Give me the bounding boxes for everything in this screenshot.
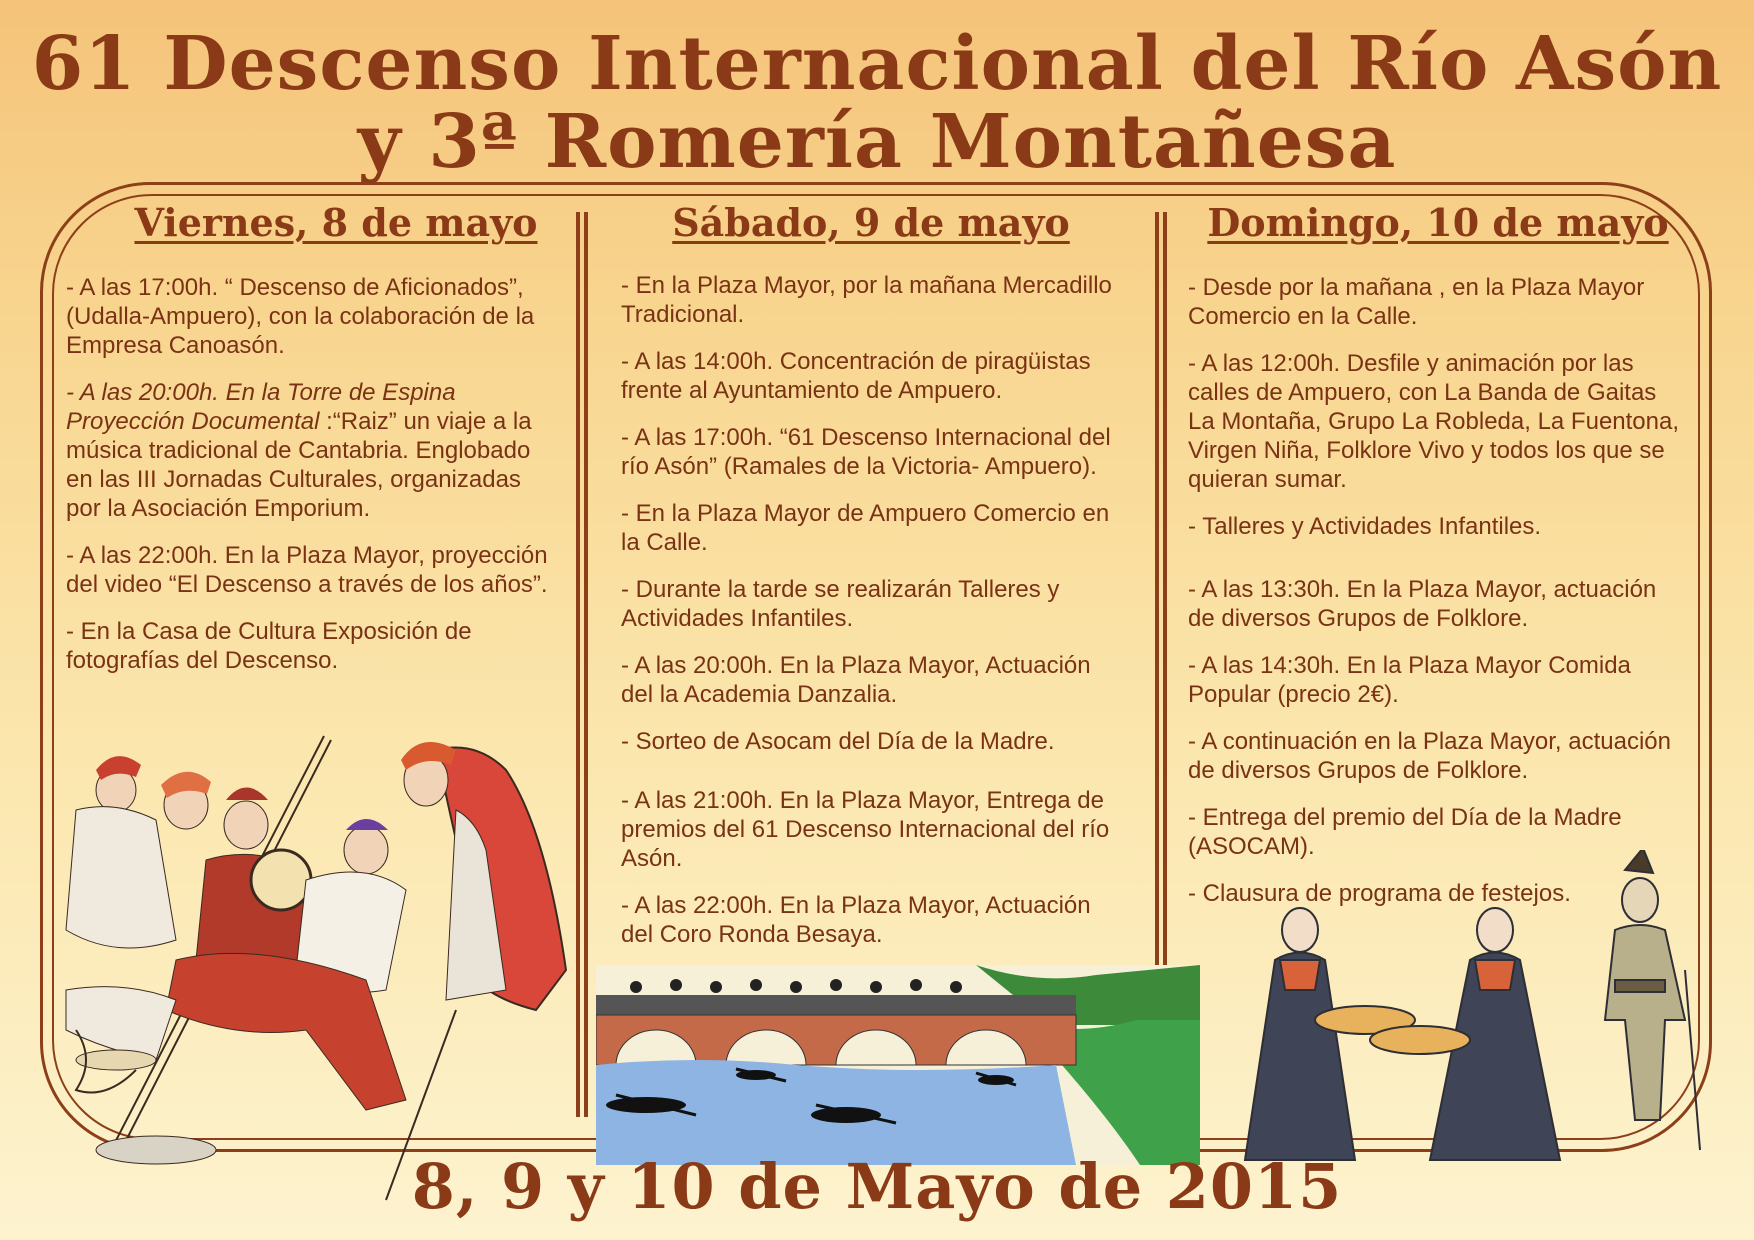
- sunday-column: [1188, 200, 1688, 926]
- sunday-item: - A las 13:30h. En la Plaza Mayor, actuación de diversos Grupos de Folklore.: [1188, 576, 1657, 632]
- sunday-item: - Clausura de programa de festejos.: [1188, 880, 1571, 907]
- saturday-item: - En la Plaza Mayor de Ampuero Comercio en la Calle.: [621, 500, 1110, 556]
- event-dates: 8, 9 y 10 de Mayo de 2015: [411, 1150, 1343, 1223]
- sunday-item: - A continuación en la Plaza Mayor, actuación de diversos Grupos de Folklore.: [1188, 728, 1671, 784]
- saturday-item: - A las 21:00h. En la Plaza Mayor, Entrega de premios del 61 Descenso Internacional del río Asón.: [621, 787, 1110, 872]
- sunday-item: - Desde por la mañana , en la Plaza Mayor Comercio en la Calle.: [1188, 274, 1645, 330]
- river-bridge-illustration: [596, 965, 1200, 1165]
- column-divider-1: [576, 212, 588, 1117]
- sunday-item: - Entrega del premio del Día de la Madre (ASOCAM).: [1188, 804, 1622, 860]
- friday-item: [66, 378, 556, 523]
- friday-item: - En la Casa de Cultura Exposición de fotografías del Descenso.: [66, 618, 472, 674]
- saturday-item: - En la Plaza Mayor, por la mañana Mercadillo Tradicional.: [621, 272, 1112, 328]
- saturday-item: - A las 14:00h. Concentración de piragüistas frente al Ayuntamiento de Ampuero.: [621, 348, 1091, 404]
- saturday-heading: Sábado, 9 de mayo: [672, 200, 1070, 245]
- folk-dancers-illustration: [56, 730, 576, 1210]
- saturday-item: - Durante la tarde se realizarán Talleres y Actividades Infantiles.: [621, 576, 1060, 632]
- saturday-item: - A las 17:00h. “61 Descenso Internacional del río Asón” (Ramales de la Victoria- Ampuero).: [621, 424, 1111, 480]
- saturday-item: - A las 20:00h. En la Plaza Mayor, Actuación del la Academia Danzalia.: [621, 652, 1091, 708]
- friday-column: [66, 200, 556, 693]
- friday-item-rest: :“Raiz” un viaje a la música tradicional de Cantabria. Englobado en las III Jornadas Culturales, organizadas por la Asociación Emporium.: [66, 408, 532, 522]
- sunday-heading: Domingo, 10 de mayo: [1207, 200, 1669, 245]
- poster-title-line-1: 61 Descenso Internacional del Río Asón: [31, 21, 1723, 107]
- sunday-item: - A las 12:00h. Desfile y animación por las calles de Ampuero, con La Banda de Gaitas La Montaña, Grupo La Robleda, La Fuentona, Virgen Niña, Folklore Vivo y todos los que se quieran sumar.: [1188, 350, 1680, 493]
- sunday-item: - A las 14:30h. En la Plaza Mayor Comida Popular (precio 2€).: [1188, 652, 1631, 708]
- saturday-item: - Sorteo de Asocam del Día de la Madre.: [621, 728, 1055, 755]
- friday-item: - A las 17:00h. “ Descenso de Aficionados”, (Udalla-Ampuero), con la colaboración de la Empresa Canoasón.: [66, 274, 535, 359]
- friday-heading: Viernes, 8 de mayo: [134, 200, 538, 245]
- friday-item: - A las 22:00h. En la Plaza Mayor, proyección del video “El Descenso a través de los años”.: [66, 542, 548, 598]
- saturday-item: - A las 22:00h. En la Plaza Mayor, Actuación del Coro Ronda Besaya.: [621, 892, 1091, 948]
- poster-title-line-2: y 3ª Romería Montañesa: [357, 99, 1397, 185]
- sunday-item: - Talleres y Actividades Infantiles.: [1188, 513, 1542, 540]
- folk-women-illustration: [1230, 850, 1720, 1190]
- saturday-column: [621, 200, 1121, 967]
- friday-item-italic: - A las 20:00h. En la Torre de Espina Proyección Documental: [66, 379, 456, 435]
